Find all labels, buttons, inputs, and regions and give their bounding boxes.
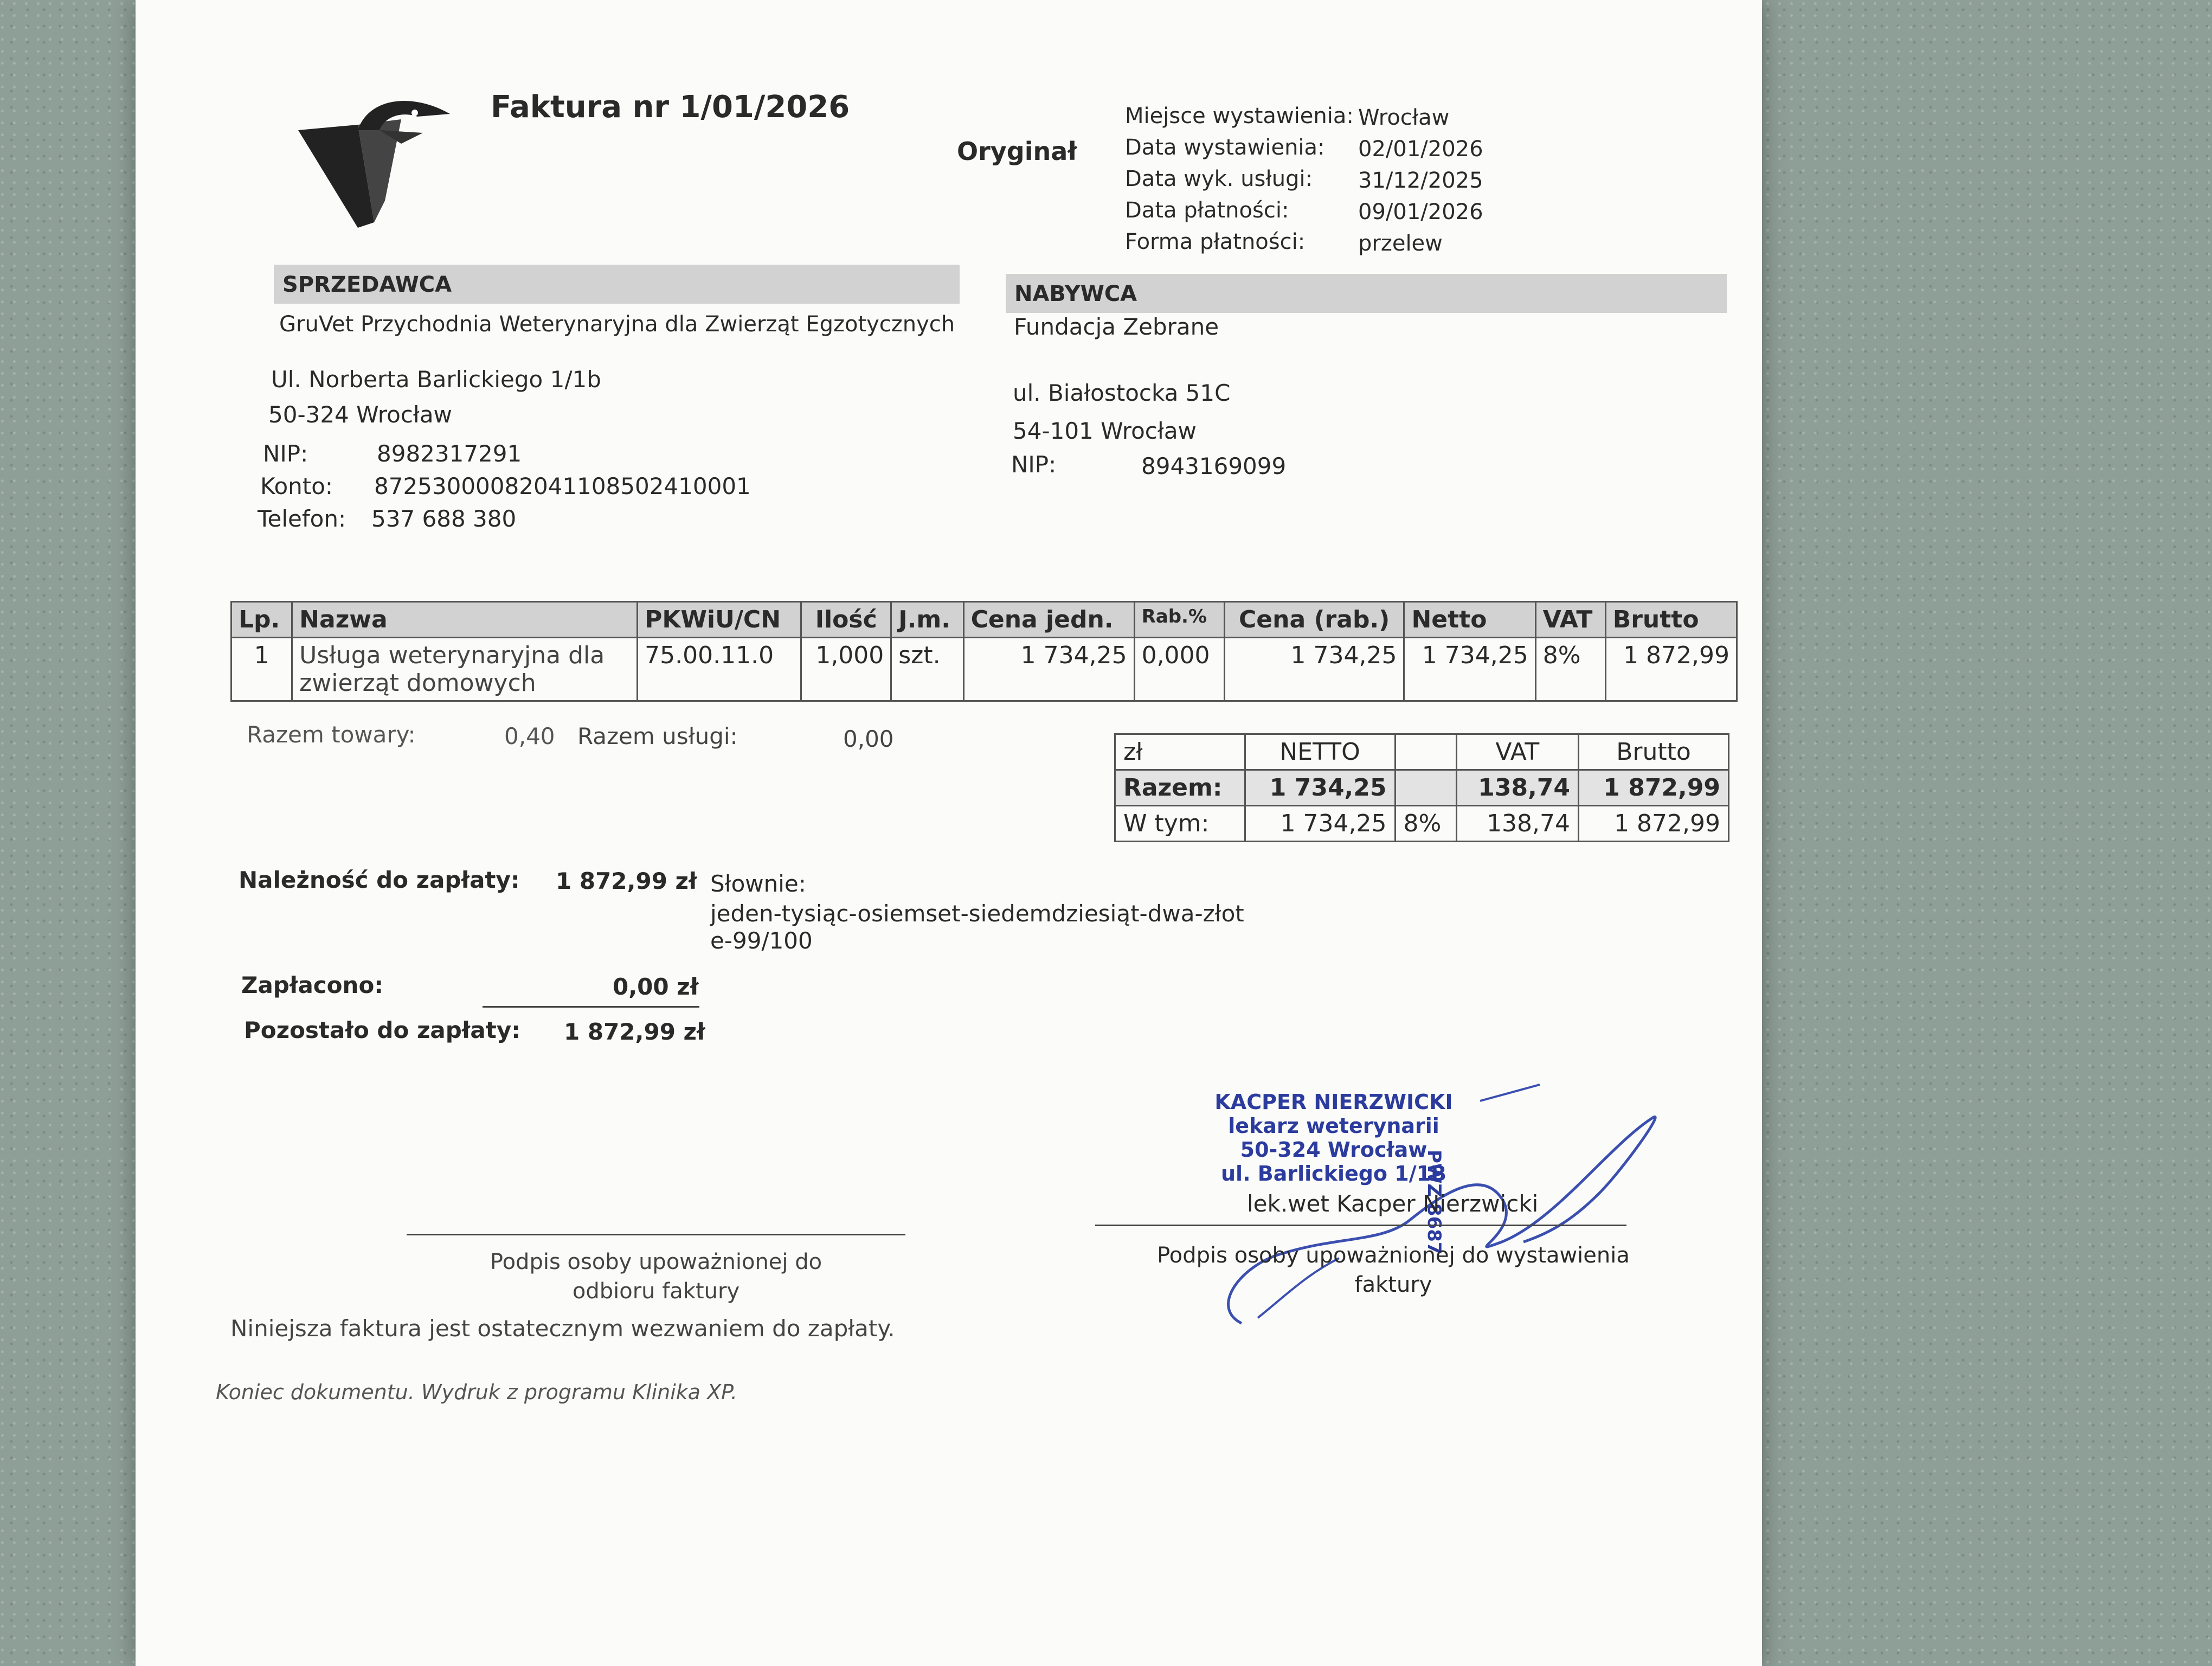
- meta-label: Data wyk. usługi:: [1125, 166, 1313, 191]
- goods-total-label: Razem towary:: [247, 721, 416, 748]
- goods-total-value: 0,40: [504, 723, 555, 749]
- caption-line: faktury: [1354, 1272, 1432, 1297]
- cell-discount: 0,000: [1134, 638, 1224, 701]
- meta-value: 09/01/2026: [1358, 200, 1483, 225]
- col-header: Netto: [1404, 602, 1535, 638]
- issuer-signature-caption: [1106, 1241, 1681, 1299]
- sum-netto-header: NETTO: [1245, 734, 1395, 770]
- sum-vat-header: VAT: [1456, 734, 1578, 770]
- cell-price-disc: 1 734,25: [1224, 638, 1404, 701]
- services-total-value: 0,00: [843, 726, 894, 752]
- stamp-side-text: PWZ 8687: [1423, 1150, 1445, 1255]
- sum-total-rate: [1395, 770, 1456, 806]
- bird-logo-icon: [293, 92, 455, 233]
- meta-label: Forma płatności:: [1125, 229, 1306, 254]
- summary-header-row: [1115, 734, 1729, 770]
- seller-header: [274, 265, 960, 304]
- seller-account: 87253000082041108502410001: [374, 473, 751, 499]
- amount-due-value: 1 872,99 zł: [556, 868, 697, 894]
- invoice-paper: [136, 0, 1762, 1666]
- invoice-title: Faktura nr 1/01/2026: [491, 89, 850, 125]
- meta-value: 02/01/2026: [1358, 137, 1483, 162]
- sum-brutto-header: Brutto: [1579, 734, 1729, 770]
- col-header: PKWiU/CN: [638, 602, 801, 638]
- issuer-name: lek.wet Kacper Nierzwicki: [1247, 1190, 1539, 1217]
- items-table: [230, 601, 1738, 702]
- paid-label: Zapłacono:: [241, 972, 384, 998]
- meta-label: Data płatności:: [1125, 198, 1289, 223]
- col-header: J.m.: [891, 602, 963, 638]
- paid-value: 0,00 zł: [613, 973, 699, 1000]
- sum-breakdown-vat: 138,74: [1456, 806, 1578, 842]
- cell-netto: 1 734,25: [1404, 638, 1535, 701]
- stamp-line: lekarz weterynarii: [1228, 1114, 1439, 1138]
- buyer-header: [1006, 274, 1727, 313]
- issuer-signature-line: [1095, 1225, 1626, 1226]
- receiver-signature-line: [407, 1234, 905, 1235]
- cell-name-line1: Usługa weterynaryjna dla: [299, 642, 605, 669]
- sum-breakdown-rate: 8%: [1395, 806, 1456, 842]
- seller-phone: 537 688 380: [371, 505, 517, 532]
- meta-label: Miejsce wystawienia:: [1125, 104, 1354, 129]
- seller-account-label: Konto:: [260, 473, 333, 499]
- sum-total-label: Razem:: [1115, 770, 1245, 806]
- seller-phone-label: Telefon:: [258, 505, 346, 532]
- seller-nip-label: NIP:: [263, 440, 308, 467]
- seller-header-label: SPRZEDAWCA: [282, 272, 452, 297]
- summary-table: [1114, 733, 1729, 842]
- cell-lp: 1: [232, 638, 292, 701]
- buyer-name: Fundacja Zebrane: [1014, 313, 1219, 340]
- cell-brutto: 1 872,99: [1605, 638, 1737, 701]
- col-header: Ilość: [801, 602, 891, 638]
- final-notice: Niniejsza faktura jest ostatecznym wezwaniem do zapłaty.: [230, 1315, 895, 1342]
- col-header: Cena (rab.): [1224, 602, 1404, 638]
- meta-value: Wrocław: [1358, 105, 1450, 130]
- services-total-label: Razem usługi:: [577, 723, 738, 749]
- paid-underline: [483, 1006, 699, 1008]
- col-header: VAT: [1535, 602, 1605, 638]
- buyer-nip-label: NIP:: [1011, 451, 1057, 478]
- buyer-nip: 8943169099: [1141, 453, 1287, 479]
- stamp-line: KACPER NIERZWICKI: [1214, 1090, 1453, 1114]
- items-header-row: [232, 602, 1737, 638]
- col-header: Cena jedn.: [963, 602, 1134, 638]
- sum-total-brutto: 1 872,99: [1579, 770, 1729, 806]
- sum-total-vat: 138,74: [1456, 770, 1578, 806]
- cell-price: 1 734,25: [963, 638, 1134, 701]
- sum-breakdown-label: W tym:: [1115, 806, 1245, 842]
- copy-label: Oryginał: [957, 137, 1077, 166]
- cell-unit: szt.: [891, 638, 963, 701]
- document-end: Koniec dokumentu. Wydruk z programu Klinika XP.: [216, 1380, 737, 1404]
- summary-breakdown-row: [1115, 806, 1729, 842]
- meta-value: 31/12/2025: [1358, 168, 1483, 193]
- buyer-street: ul. Białostocka 51C: [1013, 380, 1231, 406]
- cell-pkwiu: 75.00.11.0: [638, 638, 801, 701]
- amount-words-line1: jeden-tysiąc-osiemset-siedemdziesiąt-dwa-złot: [710, 900, 1244, 927]
- col-header: Brutto: [1605, 602, 1737, 638]
- cell-name-line2: zwierząt domowych: [299, 669, 536, 697]
- invoice-meta-labels: [1125, 100, 1354, 258]
- col-header: Lp.: [232, 602, 292, 638]
- amount-words-label: Słownie:: [710, 870, 806, 897]
- summary-total-row: [1115, 770, 1729, 806]
- seller-name: GruVet Przychodnia Weterynaryjna dla Zwierząt Egzotycznych: [279, 312, 955, 337]
- caption-line: odbioru faktury: [572, 1279, 740, 1304]
- stamp-line: 50-324 Wrocław: [1240, 1138, 1427, 1162]
- meta-value: przelew: [1358, 231, 1443, 256]
- amount-words-line2: e-99/100: [710, 927, 813, 954]
- seller-street: Ul. Norberta Barlickiego 1/1b: [271, 366, 601, 393]
- invoice-meta-values: [1358, 102, 1483, 259]
- seller-city: 50-324 Wrocław: [268, 401, 452, 428]
- sum-total-netto: 1 734,25: [1245, 770, 1395, 806]
- cell-vat: 8%: [1535, 638, 1605, 701]
- remaining-label: Pozostało do zapłaty:: [244, 1017, 520, 1043]
- meta-label: Data wystawienia:: [1125, 135, 1325, 160]
- col-header: Rab.%: [1134, 602, 1224, 638]
- receiver-signature-caption: [417, 1247, 895, 1306]
- stamp-line: ul. Barlickiego 1/1B: [1221, 1162, 1446, 1186]
- buyer-city: 54-101 Wrocław: [1013, 418, 1197, 444]
- sum-breakdown-netto: 1 734,25: [1245, 806, 1395, 842]
- sum-breakdown-brutto: 1 872,99: [1579, 806, 1729, 842]
- cell-name: [292, 638, 638, 701]
- caption-line: Podpis osoby upoważnionej do wystawienia: [1157, 1243, 1630, 1268]
- sum-rate-header: [1395, 734, 1456, 770]
- caption-line: Podpis osoby upoważnionej do: [490, 1250, 822, 1274]
- table-row: [232, 638, 1737, 701]
- cell-qty: 1,000: [801, 638, 891, 701]
- col-header: Nazwa: [292, 602, 638, 638]
- amount-due-label: Należność do zapłaty:: [239, 867, 520, 893]
- seller-nip: 8982317291: [377, 440, 522, 467]
- remaining-value: 1 872,99 zł: [564, 1018, 705, 1045]
- buyer-header-label: NABYWCA: [1014, 281, 1137, 306]
- sum-currency: zł: [1115, 734, 1245, 770]
